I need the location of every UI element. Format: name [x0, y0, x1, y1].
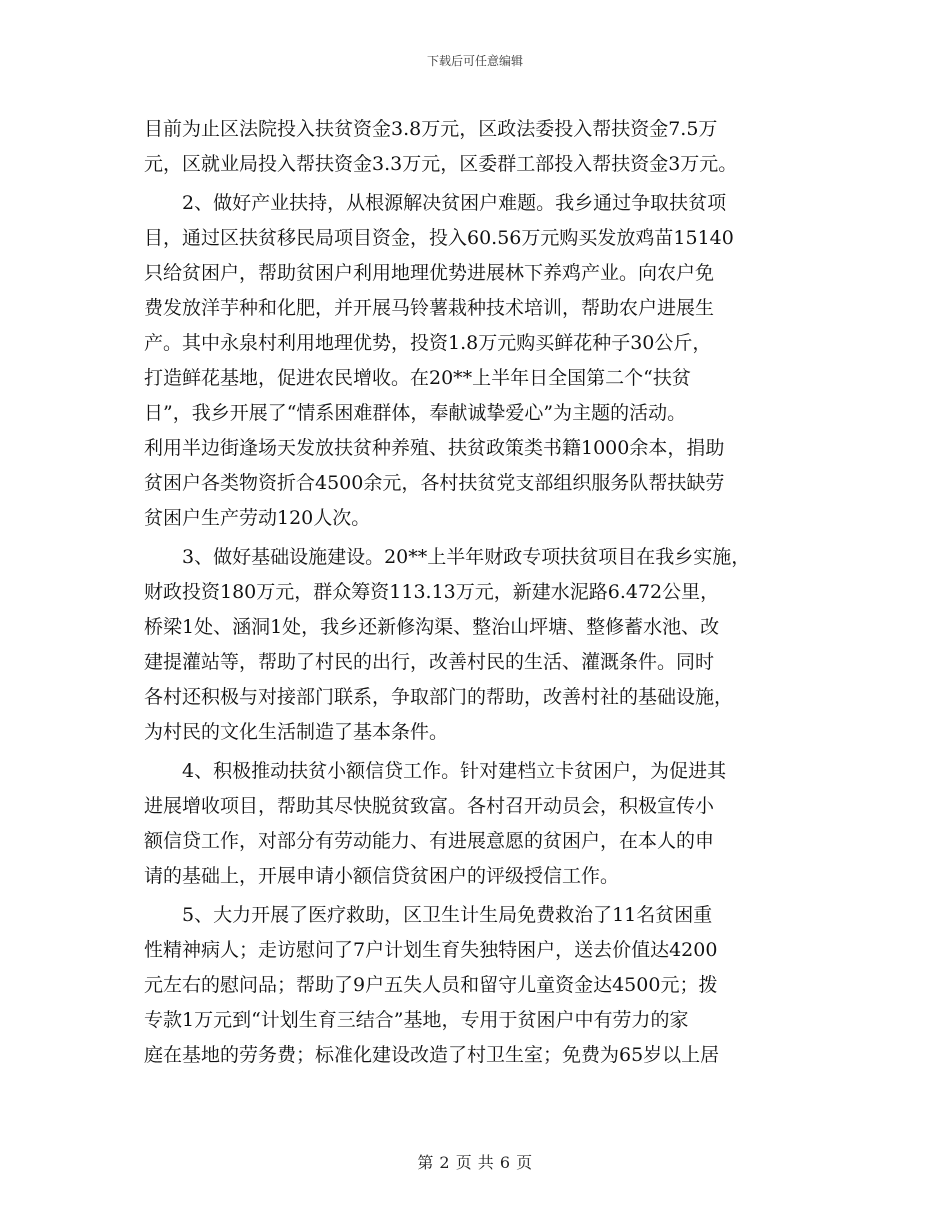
text-line: 请的基础上，开展申请小额信贷贫困户的评级授信工作。 [144, 865, 620, 887]
text-line: 进展增收项目，帮助其尽快脱贫致富。各村召开动员会，积极宣传小 [144, 795, 715, 817]
page-header: 下载后可任意编辑 [426, 54, 523, 68]
text-line: 贫困户生产劳动120人次。 [144, 507, 371, 529]
text-line: 打造鲜花基地，促进农民增收。在20**上半年日全国第二个“扶贫 [144, 367, 691, 389]
text-line: 元左右的慰问品；帮助了9户五失人员和留守儿童资金达4500元；拨 [144, 974, 718, 996]
text-line: 只给贫困户，帮助贫困户利用地理优势进展林下养鸡产业。向农户免 [144, 262, 715, 284]
paragraph-start-line: 2、做好产业扶持，从根源解决贫困户难题。我乡通过争取扶贫项 [182, 192, 727, 214]
text-line: 庭在基地的劳务费；标准化建设改造了村卫生室；免费为65岁以上居 [144, 1044, 720, 1066]
text-line: 额信贷工作，对部分有劳动能力、有进展意愿的贫困户，在本人的申 [144, 830, 715, 852]
text-line: 性精神病人；走访慰问了7户计划生育失独特困户，送去价值达4200 [144, 939, 718, 961]
text-line: 产。其中永泉村利用地理优势，投资1.8万元购买鲜花种子30公斤， [144, 332, 712, 354]
text-line: 各村还积极与对接部门联系，争取部门的帮助，改善村社的基础设施， [144, 686, 734, 708]
text-line: 目前为止区法院投入扶贫资金3.8万元，区政法委投入帮扶资金7.5万 [144, 118, 718, 140]
text-line: 目，通过区扶贫移民局项目资金，投入60.56万元购买发放鸡苗15140 [144, 227, 734, 249]
text-line: 桥梁1处、涵洞1处，我乡还新修沟渠、整治山坪塘、整修蓄水池、改 [144, 616, 720, 638]
text-line: 专款1万元到“计划生育三结合”基地，专用于贫困户中有劳力的家 [144, 1009, 689, 1031]
paragraph-start-line: 3、做好基础设施建设。20**上半年财政专项扶贫项目在我乡实施， [182, 546, 751, 568]
text-line: 为村民的文化生活制造了基本条件。 [144, 721, 449, 743]
document-body [144, 112, 824, 1073]
page-number-footer: 第 2 页 共 6 页 [417, 1153, 533, 1172]
text-line: 财政投资180万元，群众筹资113.13万元，新建水泥路6.472公里， [144, 581, 720, 603]
text-line: 贫困户各类物资折合4500余元，各村扶贫党支部组织服务队帮扶缺劳 [144, 472, 725, 494]
text-line: 利用半边街逢场天发放扶贫种养殖、扶贫政策类书籍1000余本，捐助 [144, 437, 725, 459]
paragraph-start-line: 4、积极推动扶贫小额信贷工作。针对建档立卡贫困户，为促进其 [182, 760, 727, 782]
text-line: 日”，我乡开展了“情系困难群体，奉献诚挚爱心”为主题的活动。 [144, 402, 687, 424]
text-line: 元，区就业局投入帮扶资金3.3万元，区委群工部投入帮扶资金3万元。 [144, 153, 738, 175]
text-line: 费发放洋芋种和化肥，并开展马铃薯栽种技术培训，帮助农户进展生 [144, 297, 715, 319]
paragraph-start-line: 5、大力开展了医疗救助，区卫生计生局免费救治了11名贫困重 [182, 904, 713, 926]
text-line: 建提灌站等，帮助了村民的出行，改善村民的生活、灌溉条件。同时 [144, 651, 715, 673]
